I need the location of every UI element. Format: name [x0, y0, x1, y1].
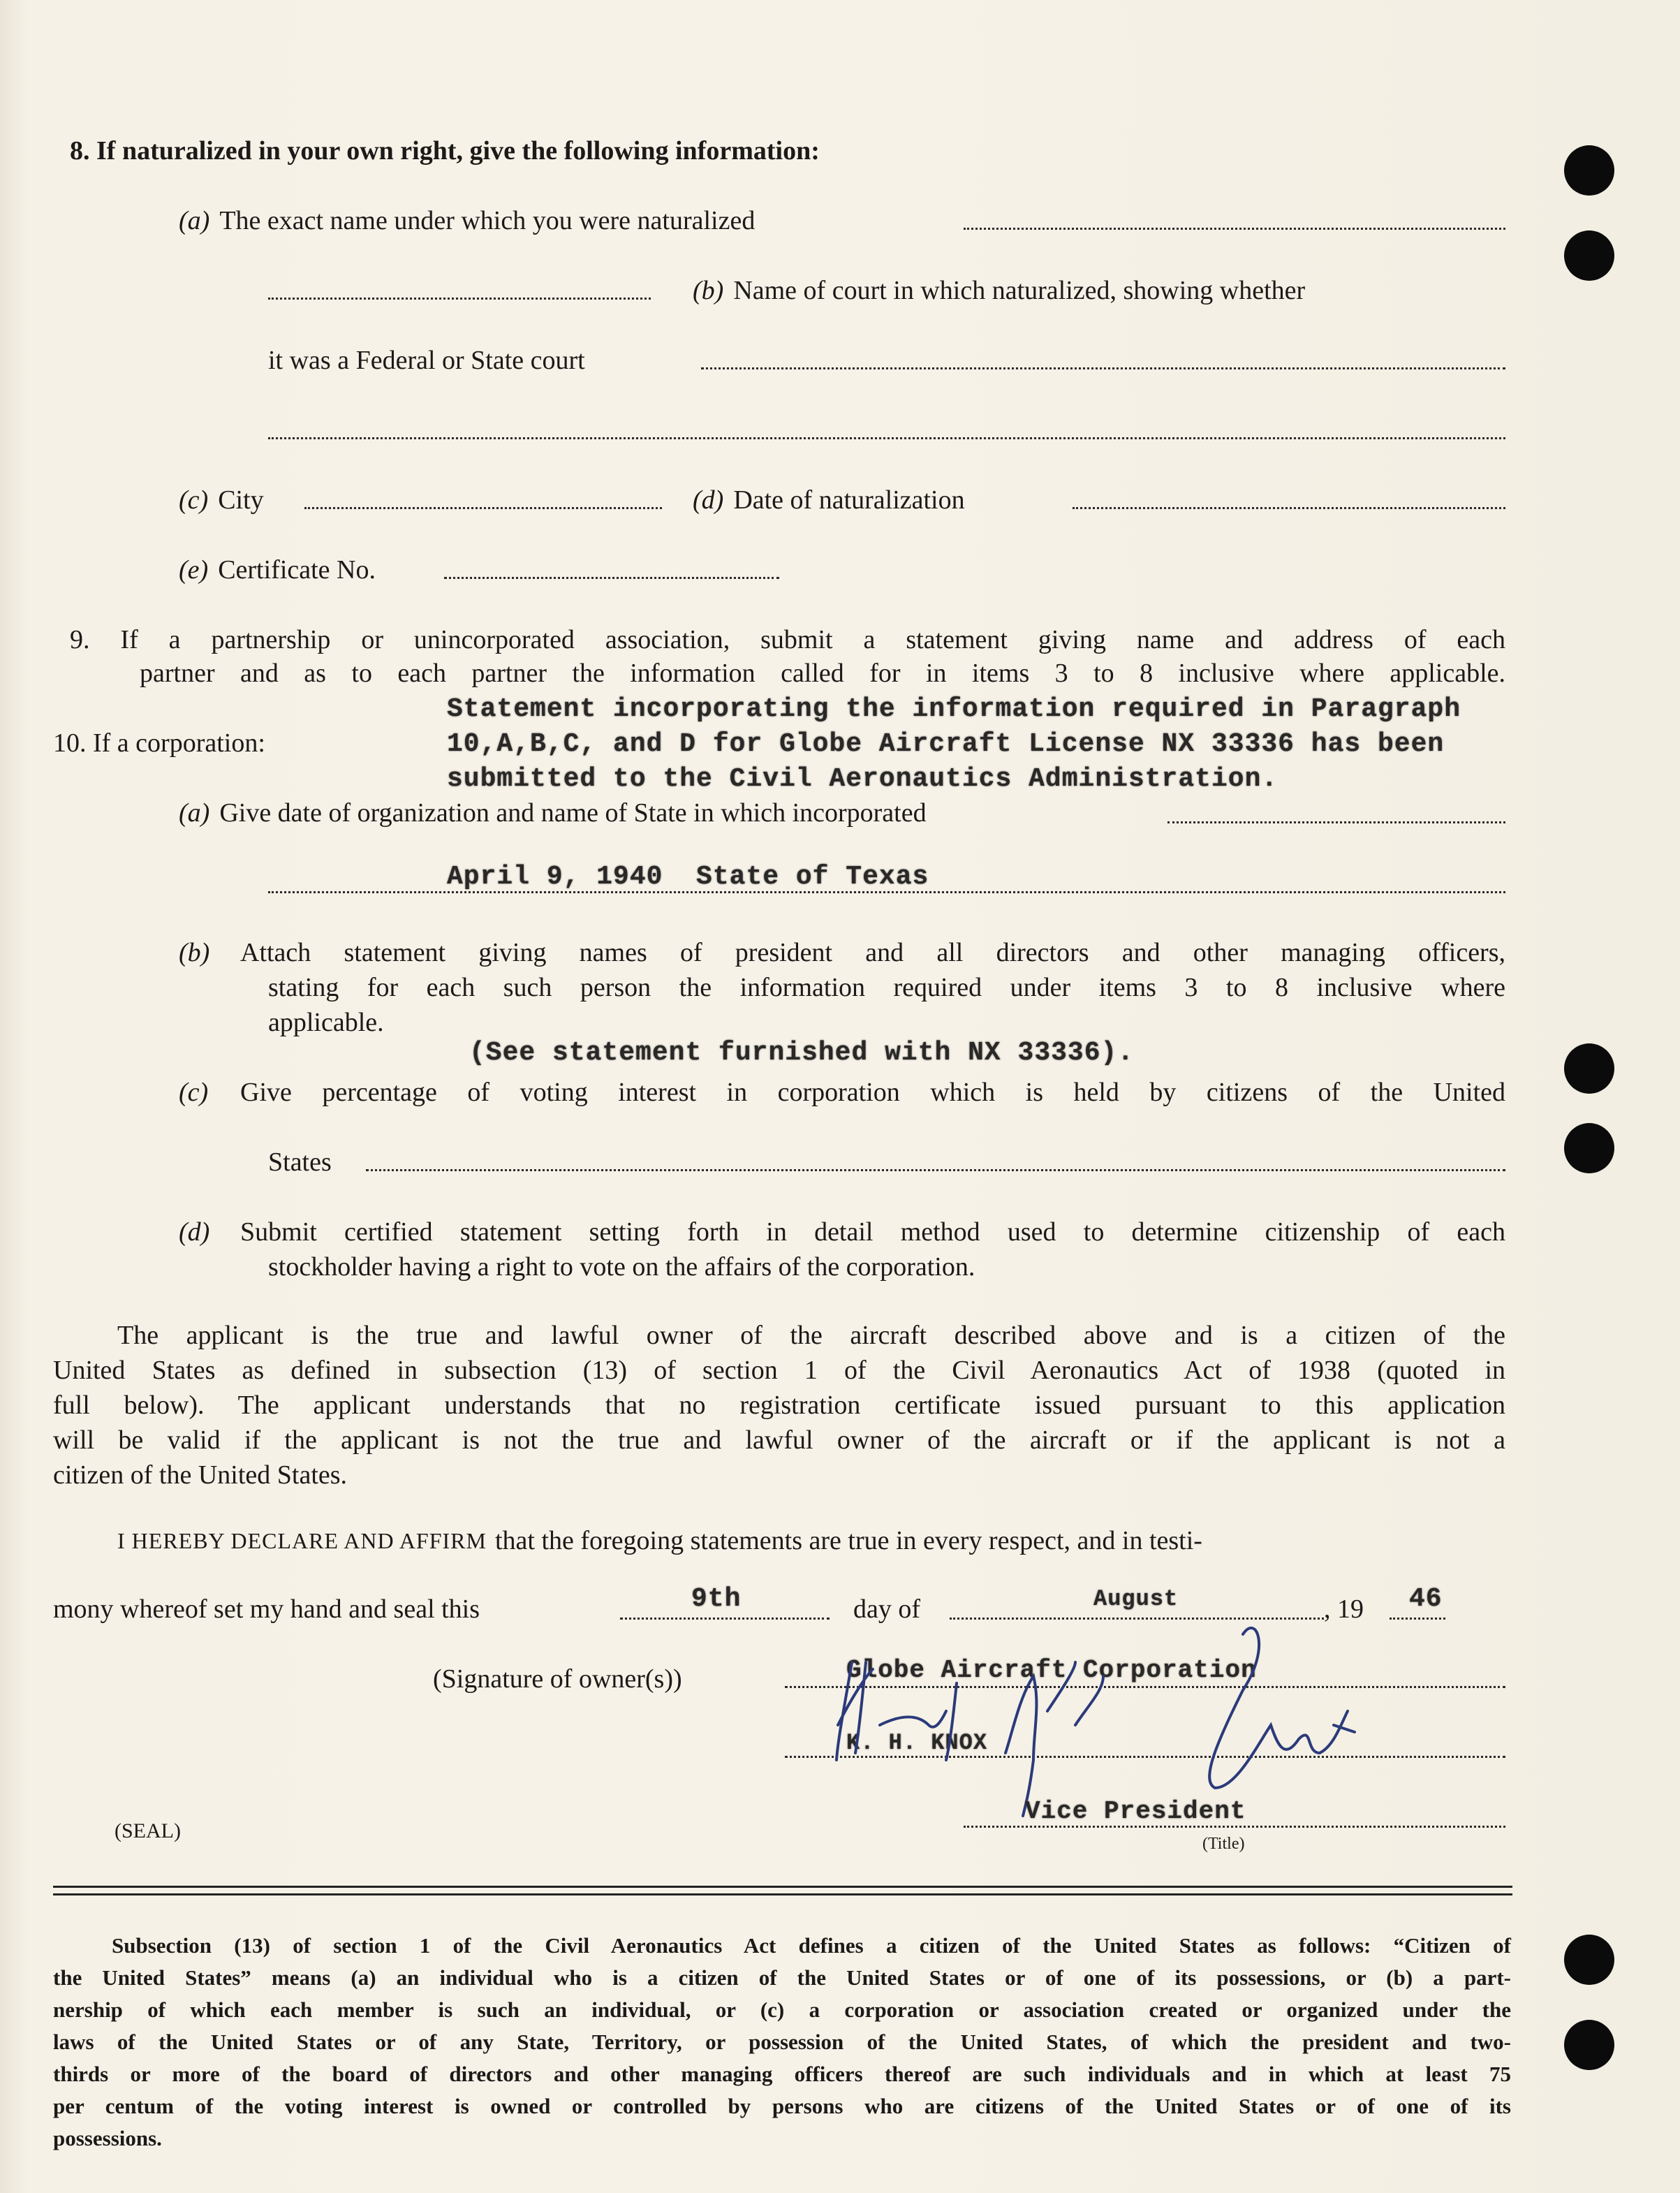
item8b-question	[693, 274, 1305, 307]
month-value: August	[1093, 1586, 1179, 1612]
typed-statement-line: submitted to the Civil Aeronautics Administration.	[447, 764, 1279, 794]
item9-line1: 9. If a partnership or unincorporated association, submit a statement giving name and address of each	[70, 625, 1505, 654]
city-field[interactable]	[304, 507, 662, 509]
declaration-line: The applicant is the true and lawful owner of the aircraft described above and is a citizen of the	[117, 1321, 1505, 1350]
item8e-label: (e)	[179, 555, 209, 585]
item10a-text: Give date of organization and name of State in which incorporated	[219, 798, 927, 828]
testimony-text: mony whereof set my hand and seal this	[53, 1594, 480, 1624]
item8c-question	[179, 483, 264, 517]
day-value: 9th	[691, 1584, 742, 1614]
organization-date-field[interactable]	[1167, 821, 1505, 823]
item10c-label	[179, 1076, 218, 1109]
affirmation-rest: that the foregoing statements are true in every respect, and in testi-	[494, 1526, 1202, 1555]
item10d-label	[179, 1215, 219, 1249]
declaration-line: citizen of the United States.	[53, 1460, 348, 1490]
footnote-line: the United States” means (a) an individual who is a citizen of the United States or of one of its possessions, or (b) a part-	[53, 1965, 1511, 1990]
day-field[interactable]	[620, 1618, 830, 1620]
item10b-line: applicable.	[268, 1008, 384, 1037]
year-field[interactable]	[1390, 1618, 1445, 1620]
item8b-text: Name of court in which naturalized, showing whether	[733, 276, 1306, 305]
footnote-line: laws of the United States or of any State, Territory, or possession of the United States, of which the president and two-	[53, 2030, 1511, 2054]
item10c-cont: States	[268, 1147, 332, 1177]
item9-line2: partner and as to each partner the information called for in items 3 to 8 inclusive where applicable.	[140, 659, 1505, 688]
declaration-line: full below). The applicant understands that no registration certificate issued pursuant to this application	[53, 1391, 1505, 1420]
item8e-question	[179, 553, 376, 587]
punch-hole	[1564, 1935, 1614, 1985]
item8d-label: (d)	[693, 485, 724, 515]
item8a-question	[179, 204, 755, 237]
item10b-answer: (See statement furnished with NX 33336).	[469, 1038, 1135, 1068]
footnote-line: Subsection (13) of section 1 of the Civil Aeronautics Act defines a citizen of the United States as follows: “Citizen of	[112, 1933, 1511, 1958]
item8a-text: The exact name under which you were naturalized	[219, 206, 756, 235]
item8b-label: (b)	[693, 276, 724, 305]
declaration-line: United States as defined in subsection (13) of section 1 of the Civil Aeronautics Act of 1938 (quoted in	[53, 1356, 1505, 1385]
title-label: (Title)	[1202, 1835, 1245, 1853]
naturalized-name-field-cont[interactable]	[268, 298, 651, 300]
seal-label: (SEAL)	[115, 1819, 181, 1842]
owner-typed-name: Globe Aircraft Corporation	[846, 1656, 1257, 1685]
typed-statement-line: Statement incorporating the information required in Paragraph	[447, 694, 1461, 724]
item8d-question	[693, 483, 965, 517]
punch-hole	[1564, 1123, 1614, 1173]
court-field-cont[interactable]	[268, 437, 1505, 439]
punch-hole	[1564, 145, 1614, 196]
signature-label: (Signature of owner(s))	[433, 1664, 682, 1694]
voting-percentage-field[interactable]	[366, 1169, 1505, 1171]
year-value: 46	[1409, 1584, 1443, 1614]
item10d-label-text: (d)	[179, 1217, 210, 1247]
item10a-label: (a)	[179, 798, 210, 828]
item8b-cont: it was a Federal or State court	[268, 346, 585, 375]
footnote-line: nership of which each member is such an individual, or (c) a corporation or association created or organized under the	[53, 1997, 1511, 2022]
item8e-text: Certificate No.	[218, 555, 376, 585]
day-of-text: day of	[853, 1594, 921, 1624]
item10b-label	[179, 936, 219, 969]
item10c-text: Give percentage of voting interest in corporation which is held by citizens of the United	[240, 1078, 1505, 1107]
item10-heading: 10. If a corporation:	[53, 728, 265, 758]
item8c-label: (c)	[179, 485, 209, 515]
item10b-line: stating for each such person the information required under items 3 to 8 inclusive where	[268, 973, 1505, 1002]
month-field[interactable]	[950, 1618, 1324, 1620]
item10c-label-text: (c)	[179, 1078, 209, 1107]
footnote-line: per centum of the voting interest is owned or controlled by persons who are citizens of the United States or of one of its	[53, 2094, 1511, 2118]
title-value: Vice President	[1025, 1797, 1246, 1826]
naturalization-date-field[interactable]	[1073, 507, 1505, 509]
certificate-field[interactable]	[444, 577, 779, 579]
typed-statement-line: 10,A,B,C, and D for Globe Aircraft License NX 33336 has been	[447, 729, 1445, 759]
affirmation-lead: I HEREBY DECLARE AND AFFIRM	[117, 1528, 487, 1553]
organization-date-field-cont[interactable]	[268, 891, 1505, 893]
signer-typed-name: K. H. KNOX	[846, 1730, 988, 1756]
item10d-line: Submit certified statement setting forth in detail method used to determine citizenship of each	[240, 1217, 1505, 1247]
year-prefix: , 19	[1324, 1594, 1364, 1624]
item8-heading: 8. If naturalized in your own right, give the following information:	[70, 136, 820, 166]
court-field[interactable]	[701, 367, 1505, 369]
item8d-text: Date of naturalization	[733, 485, 965, 515]
item10b-line: Attach statement giving names of president and all directors and other managing officers,	[240, 938, 1505, 967]
item8a-label: (a)	[179, 206, 210, 235]
affirmation-line	[117, 1524, 1505, 1557]
title-line[interactable]	[964, 1826, 1505, 1828]
item10a-question	[179, 796, 927, 830]
organization-date-answer: April 9, 1940 State of Texas	[447, 862, 929, 892]
naturalized-name-field[interactable]	[964, 228, 1505, 230]
section-divider	[53, 1886, 1512, 1895]
item10d-line: stockholder having a right to vote on the affairs of the corporation.	[268, 1252, 975, 1282]
item8c-text: City	[218, 485, 264, 515]
declaration-line: will be valid if the applicant is not the true and lawful owner of the aircraft or if the applicant is not a	[53, 1425, 1505, 1455]
punch-hole	[1564, 1043, 1614, 1094]
punch-hole	[1564, 230, 1614, 281]
footnote-line: thirds or more of the board of directors and other managing officers thereof are such individuals and in which at least 75	[53, 2062, 1511, 2086]
item10b-label-text: (b)	[179, 938, 210, 967]
footnote-line: possessions.	[53, 2126, 162, 2150]
punch-hole	[1564, 2020, 1614, 2070]
